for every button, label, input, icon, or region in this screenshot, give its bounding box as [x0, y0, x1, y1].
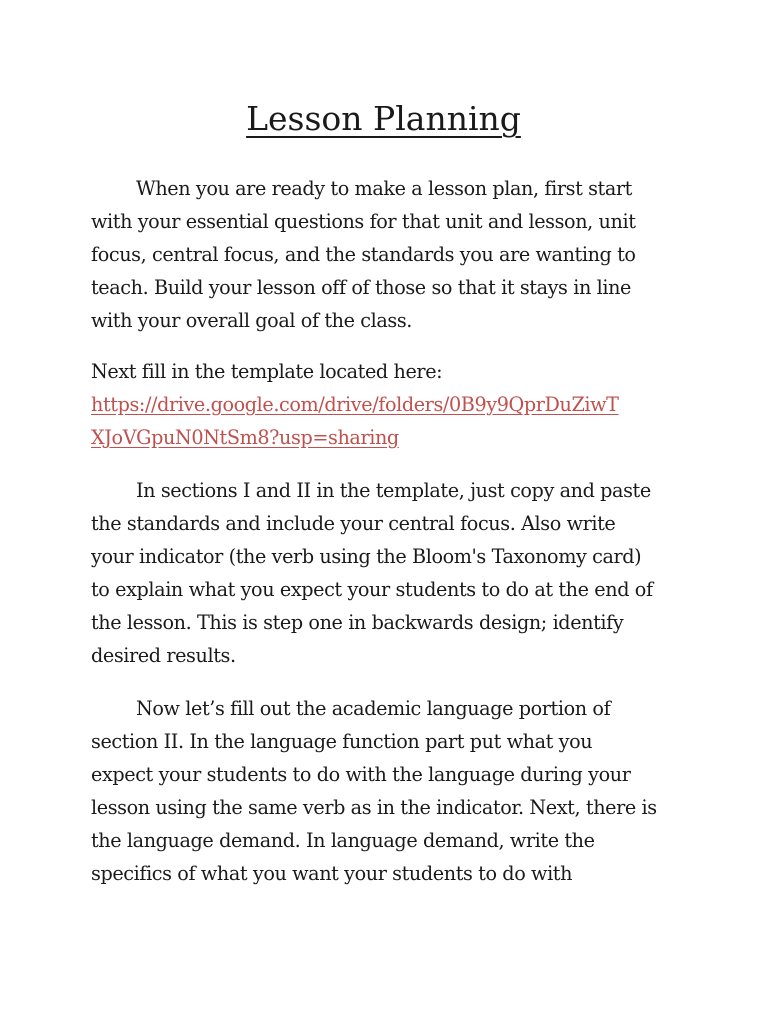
text-line: the lesson. This is step one in backwards design; identify: [91, 611, 624, 634]
text-line: the standards and include your central focus. Also write: [91, 512, 616, 535]
text-line: teach. Build your lesson off of those so that it stays in line: [91, 276, 631, 299]
link-line[interactable]: https://drive.google.com/drive/folders/0B9y9QprDuZiwT: [91, 393, 619, 416]
text-line: section II. In the language function part put what you: [91, 730, 593, 753]
link-line[interactable]: XJoVGpuN0NtSm8?usp=sharing: [91, 426, 399, 449]
text-line: specifics of what you want your students to do with: [91, 862, 573, 885]
text-line: In sections I and II in the template, just copy and paste: [136, 479, 651, 502]
text-line: focus, central focus, and the standards you are wanting to: [91, 243, 636, 266]
text-line: your indicator (the verb using the Bloom's Taxonomy card): [91, 545, 642, 568]
text-line: with your essential questions for that unit and lesson, unit: [91, 210, 636, 233]
text-line: the language demand. In language demand, write the: [91, 829, 595, 852]
text-line: with your overall goal of the class.: [91, 309, 412, 332]
template-link[interactable]: [91, 388, 676, 454]
text-line: desired results.: [91, 644, 236, 667]
text-line: expect your students to do with the language during your: [91, 763, 631, 786]
text-line: Next fill in the template located here:: [91, 360, 443, 383]
paragraph-template: [91, 355, 676, 454]
paragraph-intro: [91, 172, 676, 337]
text-line: Now let’s fill out the academic language portion of: [136, 697, 611, 720]
page-title: Lesson Planning: [246, 99, 521, 138]
paragraph-sections: [91, 474, 676, 672]
text-line: When you are ready to make a lesson plan, first start: [136, 177, 632, 200]
text-line: to explain what you expect your students to do at the end of: [91, 578, 653, 601]
paragraph-academic-language: [91, 692, 676, 890]
text-line: lesson using the same verb as in the indicator. Next, there is: [91, 796, 657, 819]
